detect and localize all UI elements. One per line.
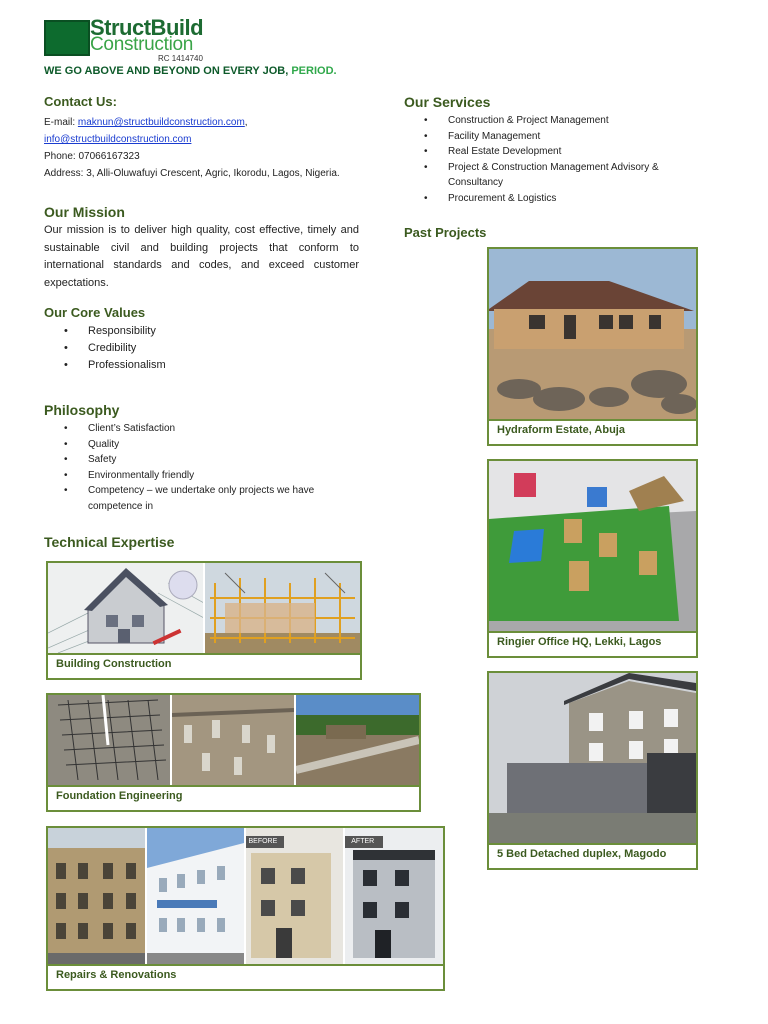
project-card-ringier [487, 459, 698, 658]
service-item: • Procurement & Logistics [404, 191, 684, 207]
house-drawing-svg [48, 563, 203, 653]
contact-heading: Contact Us: [44, 94, 117, 109]
services-heading: Our Services [404, 94, 491, 110]
philosophy-item: • Quality [44, 437, 364, 453]
ringier-photo [489, 461, 696, 631]
scaffolding-image [205, 563, 360, 653]
hydraform-photo [489, 249, 696, 419]
core-value-item: • Professionalism [44, 357, 166, 374]
mission-text: Our mission is to deliver high quality, cost effective, timely and sustainable civil and building projects that conform to international standards and codes, and exceed customer expectations. [44, 224, 359, 289]
past-projects-heading: Past Projects [404, 225, 487, 240]
old-building-svg [48, 828, 145, 964]
card-caption: Repairs & Renovations [56, 969, 177, 981]
project-caption: Hydraform Estate, Abuja [497, 424, 625, 436]
site-trench-image [296, 695, 419, 785]
project-card-magodo [487, 671, 698, 870]
hydraform-svg [489, 249, 696, 419]
pit-svg [172, 695, 294, 785]
services-list [404, 113, 684, 206]
service-item: • Construction & Project Management [404, 113, 684, 129]
renovated-building-svg [147, 828, 244, 964]
project-caption: 5 Bed Detached duplex, Magodo [497, 848, 667, 860]
logo-text-construction: Construction [90, 34, 194, 55]
core-values-heading: Our Core Values [44, 305, 146, 320]
tagline-main: WE GO ABOVE AND BEYOND ON EVERY JOB, [44, 65, 292, 77]
tagline-highlight: PERIOD. [291, 65, 337, 77]
philosophy-list [44, 421, 364, 514]
contact-block [44, 114, 374, 182]
philosophy-heading: Philosophy [44, 402, 120, 418]
before-label: BEFORE [248, 838, 278, 845]
rebar-cage-image [48, 695, 170, 785]
address: Address: 3, Alli-Oluwafuyi Crescent, Agric, Ikorodu, Lagos, Nigeria. [44, 168, 340, 179]
project-caption: Ringier Office HQ, Lekki, Lagos [497, 636, 662, 648]
card-building-construction [46, 561, 362, 680]
philosophy-item: • Client’s Satisfaction [44, 421, 364, 437]
after-photo [345, 828, 443, 964]
email-line-2 [44, 131, 374, 148]
service-item: • Real Estate Development [404, 144, 684, 160]
service-item: • Facility Management [404, 129, 684, 145]
foundation-pit-image [172, 695, 294, 785]
trench-svg [296, 695, 419, 785]
email-link-maknun[interactable]: maknun@structbuildconstruction.com [77, 117, 245, 128]
technical-heading: Technical Expertise [44, 534, 175, 550]
email-line [44, 114, 374, 131]
service-item: • Project & Construction Management Advisory & Consultancy [404, 160, 684, 191]
old-building-image [48, 828, 145, 964]
renovated-building-image [147, 828, 244, 964]
philosophy-item: • Safety [44, 452, 364, 468]
scaffolding-svg [205, 563, 360, 653]
tagline [44, 65, 337, 77]
core-values-list [44, 323, 166, 374]
after-label: AFTER [351, 838, 375, 845]
project-card-hydraform [487, 247, 698, 446]
philosophy-item: • Competency – we undertake only projects we have competence in [44, 483, 364, 514]
email-separator: , [244, 117, 248, 128]
card-repairs-renovations [46, 826, 445, 991]
before-photo [246, 828, 344, 964]
mission-heading: Our Mission [44, 204, 125, 220]
email-link-info[interactable]: info@structbuildconstruction.com [44, 134, 192, 145]
core-value-item: • Responsibility [44, 323, 166, 340]
core-value-item: • Credibility [44, 340, 166, 357]
magodo-svg [489, 673, 696, 843]
phone: Phone: 07066167323 [44, 151, 140, 162]
card-foundation-engineering [46, 693, 421, 812]
philosophy-item: • Environmentally friendly [44, 468, 364, 484]
rc-number: RC 1414740 [158, 54, 203, 63]
house-drawing-image [48, 563, 203, 653]
card-caption: Building Construction [56, 658, 172, 670]
card-caption: Foundation Engineering [56, 790, 183, 802]
rebar-svg [48, 695, 170, 785]
email-label: E-mail: [44, 117, 78, 128]
before-svg [246, 828, 344, 964]
ringier-svg [489, 461, 696, 631]
logo-text-structbuild: StructBuild [90, 15, 204, 40]
after-svg [345, 828, 443, 964]
magodo-photo [489, 673, 696, 843]
logo-mark [44, 20, 90, 56]
